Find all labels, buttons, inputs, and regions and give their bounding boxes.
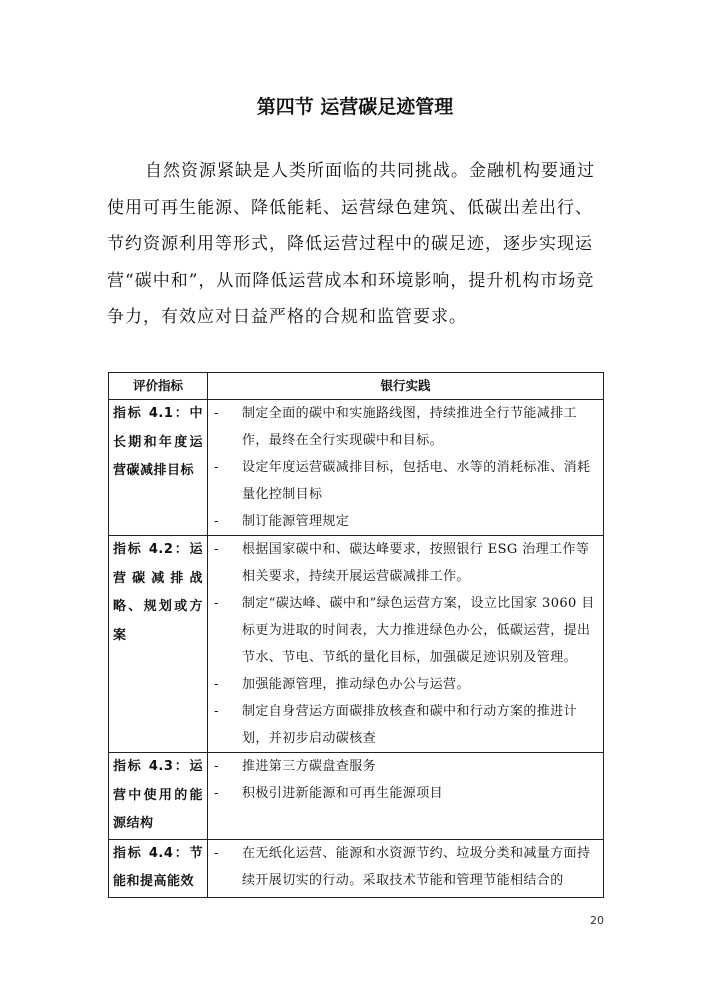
- practice-item: [208, 753, 597, 780]
- practice-text: 设定年度运营碳减排目标，包括电、水等的消耗标准、消耗量化控制目标: [242, 460, 591, 502]
- table-header-row: [109, 373, 604, 400]
- table-row: [109, 753, 604, 840]
- practice-item: [208, 698, 597, 752]
- bullet-dash: -: [214, 786, 219, 801]
- practice-cell: [208, 400, 604, 536]
- practice-text: 积极引进新能源和可再生能源项目: [242, 786, 444, 801]
- practice-item: [208, 671, 597, 698]
- practice-item: [208, 536, 597, 590]
- practice-item: [208, 590, 597, 671]
- indicator-cell: 指标 4.1：中长期和年度运营碳减排目标: [109, 400, 208, 536]
- bullet-dash: -: [214, 406, 219, 421]
- practice-item: [208, 780, 597, 807]
- table-row: [109, 400, 604, 536]
- practice-item: [208, 840, 597, 894]
- bullet-dash: -: [214, 704, 219, 719]
- practice-list: [208, 536, 603, 752]
- indicator-cell: 指标 4.2：运营碳减排战略、规划或方案: [109, 536, 208, 753]
- header-indicator: 评价指标: [109, 373, 208, 400]
- indicator-cell: 指标 4.4：节能和提高能效: [109, 839, 208, 897]
- practice-list: [208, 840, 603, 894]
- practice-cell: [208, 753, 604, 840]
- practice-text: 加强能源管理，推动绿色办公与运营。: [242, 677, 470, 692]
- table-body: [109, 400, 604, 898]
- table-row: [109, 536, 604, 753]
- table-row: [109, 839, 604, 897]
- practice-item: [208, 400, 597, 454]
- practice-cell: [208, 839, 604, 897]
- header-practice: 银行实践: [208, 373, 604, 400]
- practice-cell: [208, 536, 604, 753]
- bullet-dash: -: [214, 845, 219, 861]
- bullet-dash: -: [214, 460, 219, 475]
- practice-text: 制定“碳达峰、碳中和”绿色运营方案，设立比国家 3060 目标更为进取的时间表，大力推进绿色办公，低碳运营，提出节水、节电、节纸的量化目标，加强碳足迹识别及管理。: [242, 596, 595, 665]
- bullet-dash: -: [214, 759, 219, 774]
- practice-text: 制订能源管理规定: [242, 514, 350, 529]
- practice-list: [208, 400, 603, 535]
- practice-text: 制定全面的碳中和实施路线图，持续推进全行节能减排工作，最终在全行实现碳中和目标。: [242, 406, 578, 448]
- intro-paragraph: 自然资源紧缺是人类所面临的共同挑战。金融机构要通过使用可再生能源、降低能耗、运营绿色建筑、低碳出差出行、节约资源利用等形式，降低运营过程中的碳足迹，逐步实现运营“碳中和”，从而降低运营成本和环境影响，提升机构市场竞争力，有效应对日益严格的合规和监管要求。: [107, 161, 595, 327]
- practice-text: 在无纸化运营、能源和水资源节约、垃圾分类和减量方面持续开展切实的行动。采取技术节能和管理节能相结合的: [242, 845, 591, 888]
- practice-text: 根据国家碳中和、碳达峰要求，按照银行 ESG 治理工作等相关要求，持续开展运营碳减排工作。: [242, 542, 590, 584]
- page-number: 20: [590, 914, 604, 927]
- evaluation-table: [108, 372, 604, 898]
- bullet-dash: -: [214, 677, 219, 692]
- practice-list: [208, 753, 603, 807]
- indicator-cell: 指标 4.3：运营中使用的能源结构: [109, 753, 208, 840]
- bullet-dash: -: [214, 514, 219, 529]
- practice-text: 制定自身营运方面碳排放核查和碳中和行动方案的推进计划，并初步启动碳核查: [242, 704, 578, 746]
- page-title: 第四节 运营碳足迹管理: [256, 96, 454, 118]
- practice-text: 推进第三方碳盘查服务: [242, 759, 377, 774]
- practice-item: [208, 508, 597, 535]
- bullet-dash: -: [214, 596, 219, 611]
- bullet-dash: -: [214, 542, 219, 557]
- practice-item: [208, 454, 597, 508]
